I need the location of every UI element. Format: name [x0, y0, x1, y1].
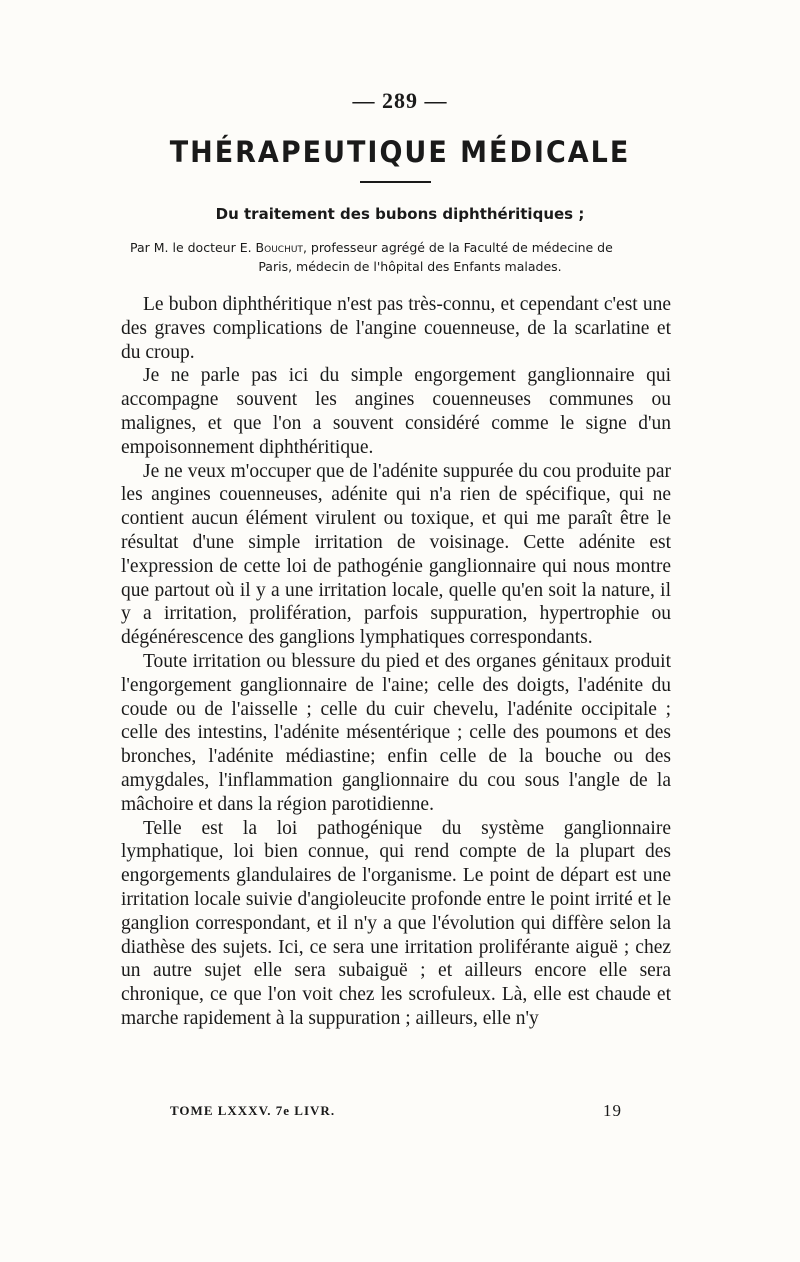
article-title: Du traitement des bubons diphthéritiques ;: [215, 205, 585, 223]
volume-label: TOME LXXXV. 7e LIVR.: [170, 1103, 336, 1118]
article-body: [121, 293, 671, 1031]
byline: [130, 238, 690, 276]
section-title: THÉRAPEUTIQUE MÉDICALE: [169, 135, 631, 170]
page-footer: [170, 1103, 622, 1119]
byline-affiliation: , professeur agrégé de la Faculté de médecine de: [302, 240, 613, 255]
author-name: Bouchut: [255, 240, 303, 255]
signature-mark: 19: [603, 1101, 622, 1120]
paragraph-1: Le bubon diphthéritique n'est pas très-connu, et cependant c'est une des graves complications de l'angine couenneuse, de la scarlatine et du croup.: [121, 294, 671, 363]
paragraph-4: Toute irritation ou blessure du pied et des organes génitaux produit l'engorgement ganglionnaire de l'aine; celle des doigts, l'adénite du coude ou de l'aisselle ; celle du cuir chevelu, l'adénite occipitale ; celle des intestins, l'adénite mésentérique ; celle des poumons et des bronches, l'adénite médiastine; enfin celle de la bouche ou des amygdales, l'inflammation ganglionnaire du cou sous l'angle de la mâchoire et dans la région parotidienne.: [121, 650, 671, 815]
paragraph-2: Je ne parle pas ici du simple engorgement ganglionnaire qui accompagne souvent les angines couenneuses communes ou malignes, et que l'on a souvent considéré comme le signe d'un empoisonnement diphthéritique.: [121, 365, 671, 458]
paragraph-5: Telle est la loi pathogénique du système ganglionnaire lymphatique, loi bien connue, qui rend compte de la plupart des engorgements glandulaires de l'organisme. Le point de départ est une irritation locale suivie d'angioleucite profonde entre le point irrité et le ganglion correspondant, et il n'y a que l'évolution qui diffère selon la diathèse des sujets. Ici, ce sera une irritation proliférante aiguë ; chez un autre sujet elle sera subaiguë ; et ailleurs encore elle sera chronique, ce que l'on voit chez les scrofuleux. Là, elle est chaude et marche rapidement à la suppuration ; ailleurs, elle n'y: [121, 817, 671, 1029]
paragraph-3: Je ne veux m'occuper que de l'adénite suppurée du cou produite par les angines couenneuses, adénite qui n'a rien de spécifique, qui ne contient aucun élément virulent ou toxique, et qui me paraît être le résultat d'une simple irritation de voisinage. Cette adénite est l'expression de cette loi de pathogénie ganglionnaire qui nous montre que partout où il y a une irritation locale, quelle qu'en soit la nature, il y a irritation, prolifération, parfois suppuration, hypertrophie ou dégénérescence des ganglions lymphatiques correspondants.: [121, 460, 671, 649]
title-rule: [360, 181, 431, 183]
byline-prefix: Par M. le docteur E.: [130, 240, 256, 255]
byline-line-2: Paris, médecin de l'hôpital des Enfants malades.: [258, 259, 562, 274]
page-number: — 289 —: [352, 88, 448, 113]
